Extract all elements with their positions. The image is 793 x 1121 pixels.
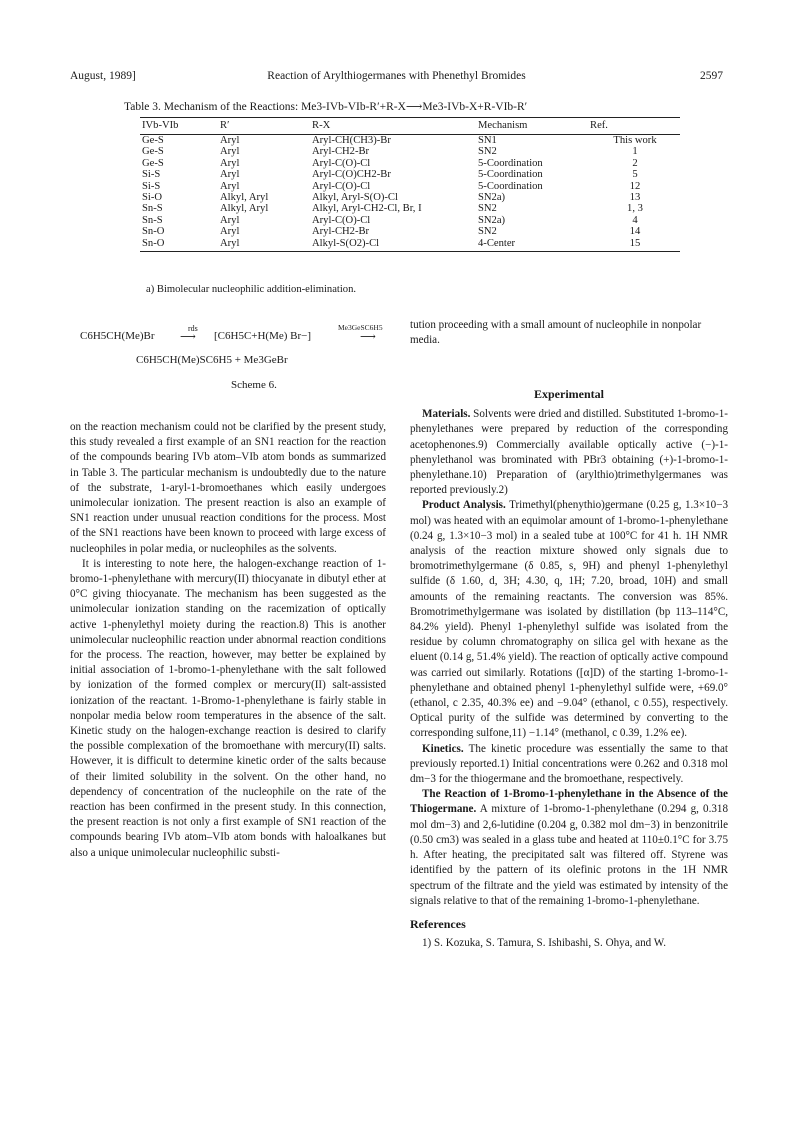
body-paragraph <box>410 498 728 741</box>
table-cell: 13 <box>629 192 641 204</box>
section-heading: Experimental <box>534 387 604 401</box>
table-cell: Aryl-CH2-Br <box>312 226 370 238</box>
table-cell: 4-Center <box>478 238 590 252</box>
table-cell: Aryl <box>220 157 240 169</box>
table-cell: SN2a) <box>478 214 506 226</box>
table-cell: Ge-S <box>142 146 164 158</box>
body-paragraph: It is interesting to note here, the halogen-exchange reaction of 1-bromo-1-phenylethane with mercury(II) thiocyanate in dibutyl ether at 0°C giving thiocyanate. The mechanism has been suggested as the unimolecular ionization standing on the racemization of optically active 1-phenylethyl moiety during the reaction.8) This is another unimolecular nucleophilic reaction under abnormal reaction conditions for the process. The reaction, however, may better be explained by initial association of 1-bromo-1-phenylethane with the salt followed by ionization of the formed complex or mercury(II) salt-assisted ionization of the reactant. 1-Bromo-1-phenylethane is fairly stable in nonpolar media below room temperatures in the absence of the salt. Kinetic study on the halogen-exchange reaction is desired to clarify the possible complexation of the bromoethane with mercury(II) salts. However, it is difficult to determine kinetic order of the salts because of their limited solubility in the solvent. On the other hand, no dependency of concentration of the nucleophile on the rate of the reaction has been confirmed in the present study. In this connection, the present reaction is not only a first example of SN1 reaction of the compounds bearing IVb atom–VIb atom bonds with haloalkanes but also a unique unimolecular nucleophilic substi- <box>70 557 386 859</box>
table-cell: Aryl-CH(CH3)-Br <box>312 135 391 146</box>
scheme-rds-label: rds <box>188 324 198 333</box>
body-paragraph <box>410 742 728 788</box>
table-cell: Aryl <box>220 135 240 146</box>
table-cell: SN2 <box>478 146 497 158</box>
scheme-products: C6H5CH(Me)SC6H5 + Me3GeBr <box>136 354 288 366</box>
scheme-label: Scheme 6. <box>231 379 277 391</box>
col-header: R-X <box>312 118 478 135</box>
table-cell: 5-Coordination <box>478 180 543 192</box>
table-cell: Sn-S <box>142 203 163 215</box>
table-row <box>140 238 680 252</box>
table-cell: This work <box>613 135 657 146</box>
table-cell: Aryl-CH2-Br <box>312 146 370 158</box>
table-row <box>140 146 680 157</box>
table-cell: Sn-O <box>142 226 165 238</box>
table-cell: 5-Coordination <box>478 169 543 181</box>
mechanism-table <box>140 117 680 252</box>
table-cell: SN2 <box>478 203 497 215</box>
table-row <box>140 169 680 180</box>
table-cell: Alkyl-S(O2)-Cl <box>312 238 478 252</box>
page-number: 2597 <box>700 70 723 82</box>
table-cell: Aryl-C(O)-Cl <box>312 180 371 192</box>
table-cell: Aryl <box>220 169 240 181</box>
table-cell: Alkyl, Aryl-CH2-Cl, Br, I <box>312 203 422 215</box>
body-paragraph: on the reaction mechanism could not be clarified by the present study, this study revealed a first example of an SN1 reaction for the reaction of the compounds bearing IVb atom–VIb atom bonds as summarized in Table 3. The particular mechanism is undoubtedly due to the nature of the substrate, 1-aryl-1-bromoethanes which easily undergoes unimolecular ionization. The present reaction is also an example of SN1 reaction under unusual reaction conditions for the process. Most of the SN1 reactions have been known to proceed with large excess of nucleophiles in polar media, or nucleophiles as the solvents. <box>70 421 386 555</box>
runin-heading: Product Analysis. <box>422 499 506 512</box>
reference-item: 1) S. Kozuka, S. Tamura, S. Ishibashi, S. Ohya, and W. <box>422 937 666 950</box>
right-column <box>410 387 728 951</box>
table-row <box>140 203 680 214</box>
col-header: IVb-VIb <box>140 118 220 135</box>
table-cell: 1 <box>632 146 638 158</box>
table-cell: Aryl <box>220 214 240 226</box>
table-cell: 5 <box>632 169 638 181</box>
table-cell: Alkyl, Aryl-S(O)-Cl <box>312 192 398 204</box>
scheme-reagent: Me3GeSC6H5 <box>338 323 383 332</box>
table-cell: Aryl-C(O)CH2-Br <box>312 169 391 181</box>
table-cell: 1, 3 <box>627 203 643 215</box>
running-header-left: August, 1989] <box>70 70 136 82</box>
table-cell: Ge-S <box>142 135 164 146</box>
table-cell: 14 <box>629 226 641 238</box>
table-cell: Aryl <box>220 238 312 252</box>
table-cell: SN2 <box>478 226 497 238</box>
paragraph-text: The kinetic procedure was essentially the same to that previously reported.1) Initial concentrations were 0.262 and 0.318 mol dm−3 for the thiogermane and the bromoethane, respectively. <box>410 742 728 786</box>
table-row <box>140 215 680 226</box>
table-cell: SN2a) <box>478 192 506 204</box>
table-cell: Sn-S <box>142 214 163 226</box>
reaction-arrow-icon: ⟶ <box>180 331 196 343</box>
col-header: Ref. <box>590 118 680 135</box>
references-heading: References <box>410 916 466 931</box>
table-body <box>140 135 680 252</box>
table-row <box>140 226 680 237</box>
table-cell: Aryl <box>220 180 240 192</box>
table-cell: Alkyl, Aryl <box>220 192 269 204</box>
table-cell: 15 <box>590 238 680 252</box>
col-header: Mechanism <box>478 118 590 135</box>
paragraph-text: Trimethyl(phenythio)germane (0.25 g, 1.3×10−3 mol) was heated with an equimolar amount of 1-bromo-1-phenylethane (0.24 g, 1.3×10−3 mol) in a sealed tube at 100°C for 41 h. 1H NMR analysis of the reaction mixture showed only signals due to bromotrimethylgermane (δ 0.85, s, 9H) and phenyl 1-phenylethyl sulfide (δ 1.60, d, 3H; 4.30, q, 1H; 7.20, broad, 10H) and small amounts of the remaining reactants. The conversion was 85%. Bromotrimethylgermane was isolated by distillation (bp 113–114°C, 84.2% yield). Phenyl 1-phenylethyl sulfide was isolated from the residue by column chromatography on silica gel with hexane as the eluent (0.14 g, 51.4% yield). The reaction of optically active compound was carried out similarly. Rotations ([α]D) of the starting 1-bromo-1-phenylethane and obtained phenyl 1-phenylethyl sulfide were, +69.0° (ethanol, c 2.35, 40.3% ee) and −9.04° (ethanol, c 0.55), respectively. Optical purity of the sulfide was determined by converting to the corresponding sulfone,11) −1.14° (methanol, c 0.39, 1.2% ee). <box>410 499 729 740</box>
table-cell: Sn-O <box>140 238 220 252</box>
table-cell: Si-S <box>142 169 161 181</box>
body-paragraph: tution proceeding with a small amount of nucleophile in nonpolar media. <box>410 319 702 347</box>
table-row <box>140 192 680 203</box>
body-paragraph <box>410 787 728 909</box>
table-cell: Si-S <box>142 180 161 192</box>
runin-heading: Materials. <box>422 408 471 421</box>
table-header-row <box>140 118 680 135</box>
table-cell: Aryl <box>220 226 240 238</box>
table-cell: Aryl-C(O)-Cl <box>312 214 371 226</box>
scheme-reactant: C6H5CH(Me)Br <box>80 330 155 342</box>
table-cell: Ge-S <box>142 157 164 169</box>
table-cell: 2 <box>632 157 638 169</box>
table-cell: Aryl-C(O)-Cl <box>312 157 371 169</box>
right-column-continuation <box>410 318 728 348</box>
reaction-arrow-icon: ⟶ <box>360 331 376 343</box>
table-cell: SN1 <box>478 135 497 146</box>
table-footnote: a) Bimolecular nucleophilic addition-elimination. <box>146 284 357 295</box>
paragraph-text: Solvents were dried and distilled. Substituted 1-bromo-1-phenylethanes were prepared by reduction of the corresponding acetophenones.9) Commercially available optically active (−)-1-phenylethanol was brominated with PBr3 obtaining (+)-1-bromo-1-phenylethane.10) Preparation of (arylthio)trimethylgermanes was reported previously.2) <box>410 408 728 497</box>
table-row <box>140 135 680 147</box>
body-paragraph <box>410 407 728 498</box>
runin-heading: The Reaction of 1-Bromo-1-phenylethane in the Absence of the Thiogermane. <box>410 788 728 816</box>
table-cell: 4 <box>632 214 638 226</box>
table-cell: Alkyl, Aryl <box>220 203 269 215</box>
table-cell: Si-O <box>142 192 163 204</box>
col-header: R′ <box>220 118 312 135</box>
left-column <box>70 420 386 861</box>
scheme-intermediate: [C6H5C+H(Me) Br−] <box>214 330 312 342</box>
table-row <box>140 158 680 169</box>
table-row <box>140 181 680 192</box>
paragraph-text: A mixture of 1-bromo-1-phenylethane (0.294 g, 0.318 mol dm−3) and 2,6-lutidine (0.204 g, 0.382 mol dm−3) in benzonitrile (0.50 cm3) was sealed in a glass tube and heated at 110±0.1°C for 3.75 h. After heating, the precipitated salt was filtered off. Styrene was identified by the pattern of its olefinic protons in the 1H NMR spectrum of the filtrate and the yield was estimated by intensity of the signals relative to that of the remaining 1-bromo-1-phenylethane. <box>410 803 728 907</box>
table-cell: 5-Coordination <box>478 157 543 169</box>
runin-heading: Kinetics. <box>422 742 464 755</box>
scheme-6 <box>68 320 398 392</box>
table-cell: 12 <box>629 180 641 192</box>
running-header-title: Reaction of Arylthiogermanes with Phenethyl Bromides <box>267 70 526 82</box>
table-cell: Aryl <box>220 146 240 158</box>
table-title: Table 3. Mechanism of the Reactions: Me3-IVb-VIb-R′+R-X⟶Me3-IVb-X+R-VIb-R′ <box>124 101 528 113</box>
